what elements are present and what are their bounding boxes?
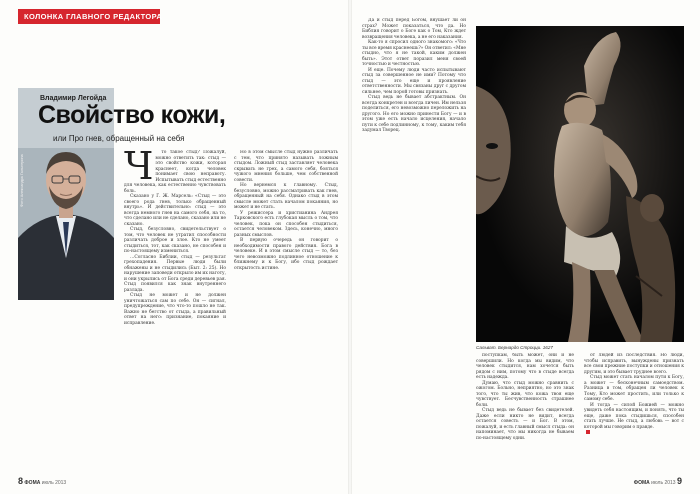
paragraph: Но вернемся к главному. Стыд, безусловно, можно рассматривать как гнев, обращенный на себя. Однако стыд в этом смысле может стать началом покаяния, но может и не стать. xyxy=(234,183,338,210)
paragraph: от людей из последствия. Но люди, чтобы исправить, вынуждены признать все свои прежние поступки и отношения к другим, и это бывает труднее всего. xyxy=(584,353,684,375)
magazine-name: ФОМА xyxy=(24,480,41,486)
article-column-5 xyxy=(584,353,684,477)
painting-image xyxy=(476,26,684,342)
paragraph: Как-то я спросил одного знакомого: «Что ты все время краснеешь?» Он ответил: «Мне стыдно, что я не такой, каким должен быть». Этот ответ поразил меня своей точностью и честностью. xyxy=(362,40,466,67)
section-label: КОЛОНКА ГЛАВНОГО РЕДАКТОРА xyxy=(18,9,160,24)
issue-date: июль 2013 xyxy=(651,480,676,486)
painting-caption: Сальват. Бернардо Строцци. 1627 xyxy=(476,345,553,350)
paragraph: Стыд может стать началом пути к Богу, а может — бесконечным самоедством. Разница в том, обращен ли человек к Тому, Кто может простить, или только к самому себе. xyxy=(584,375,684,402)
article-title: Свойство кожи, xyxy=(38,101,226,129)
painting-illustration xyxy=(476,26,684,342)
page-number: 9 xyxy=(676,476,682,486)
paragraph: …Согласно Библии, стыд — результат грехопадения. Первые люди были обнажены и не стыдились (Быт. 2: 25). Но нарушение заповеди открыло им их наготу, и они укрылись от Бога среди деревьев рая. Стыд появился как знак внутреннего разлада. xyxy=(124,254,226,293)
photo-credit: Фото Александра Гальперина xyxy=(20,154,24,207)
paragraph: Стыд ведь не бывает без свидетелей. Даже если никто не видит, всегда остается совесть — и Бог. В этом, пожалуй, и есть главный смысл стыда: он напоминает, что мы никогда не бываем по-настоящему одни. xyxy=(476,408,574,441)
article-column-1 xyxy=(124,150,226,478)
paragraph: Стыд не может и не должен уничтожаться сам по себе. Он — сигнал, предупреждение, что что-то пошло не так. Важно не бегство от стыда, а правильный ответ на него: признание, покаяние и исправление. xyxy=(124,293,226,326)
paragraph: то такое стыд? Пожалуй, можно ответить так: стыд — это свойство кожи, которая краснеет, когда человек понимает свою неправоту. Испытывать стыд естественно для человека, как естественно чувствовать боль. xyxy=(124,150,226,194)
left-page-footer xyxy=(18,476,66,486)
paragraph: Думаю, что стыд можно сравнить с ожогом. Больно, неприятно, но это знак того, что ты жив, что кожа твоя еще чувствует. Бесчувственность страшнее боли. xyxy=(476,380,574,408)
paragraph: Но в этом смысле стыд нужно различать с тем, что принято называть ложным стыдом. Ложный стыд заставляет человека скрывать не грех, а самого себя, бояться чужого мнения больше, чем собственной совести. xyxy=(234,150,338,183)
magazine-name: ФОМА xyxy=(633,480,650,486)
end-of-article-mark xyxy=(586,430,590,434)
paragraph: Стыд, безусловно, свидетельствует о том, что человек не утратил способности различать доброе и злое. Кто не умеет стыдиться, тот, как сказано, не способен и по-настоящему измениться. xyxy=(124,227,226,254)
drop-cap: Ч xyxy=(124,150,154,188)
paragraph: поступкам, быть может, они и не совершили. Но когда мы видим, что человек стыдится, нам хочется быть рядом с ним, потому что в стыде всегда есть надежда. xyxy=(476,353,574,380)
article-column-3 xyxy=(362,18,466,448)
paragraph: У режиссера и христианина Андрея Тарковского есть глубокая мысль о том, что человек, пока он способен стыдиться, остается человеком. Здесь, конечно, много разных смыслов. xyxy=(234,210,338,238)
paragraph: В первую очередь он говорит о необходимости правого действия. Бога в человеке. И в этом смысле стыд — то, без чего невозможно подлинное отношение к ближнему и к Богу, ибо стыд рождает открытость истине. xyxy=(234,238,338,271)
paragraph: И тогда — силой Божией — можно увидеть себя настоящим, и понять, что ты еще, даже пока стыдишься, способен стать лучше. Не стыд, а любовь — вот с которой мы говорим о правде. xyxy=(584,402,684,430)
author-name: Владимир Легойда xyxy=(40,95,107,102)
article-column-2 xyxy=(234,150,338,478)
paragraph: Да и стыд перед Богом, внушает ли он страх? Может показаться, что да. Но Библия говорит о Боге как о Том, Кто ждет возвращения человека, а не его наказания. xyxy=(362,18,466,40)
paragraph: И еще. Почему люди часто испытывают стыд за совершенное не ими? Потому что стыд — это еще и проявление ответственности. Мы связаны друг с другом сильнее, чем порой готовы признать. xyxy=(362,67,466,95)
right-page-footer xyxy=(634,476,682,486)
article-column-4 xyxy=(476,353,574,477)
issue-date: июль 2013 xyxy=(41,480,67,486)
page-gutter xyxy=(348,0,352,494)
paragraph: Сказано у Г. Ж. Марсель: «Стыд — это своего рода гнев, только обращенный внутрь». И действительно: стыд — это всегда немного гнев на самого себя, на то, что сделано или не сделано, сказано или не сказано. xyxy=(124,194,226,227)
page-number: 8 xyxy=(18,476,24,486)
article-subtitle: или Про гнев, обращенный на себя xyxy=(53,134,185,143)
paragraph: Стыд ведь не бывает абстрактным. Он всегда конкретен и всегда личен. Им нельзя поделиться, его невозможно переложить на другого. Но его можно принести Богу — и в этом уже есть начало исцеления, начало пути к себе подлинному, к тому, каким тебя задумал Творец. xyxy=(362,95,466,133)
